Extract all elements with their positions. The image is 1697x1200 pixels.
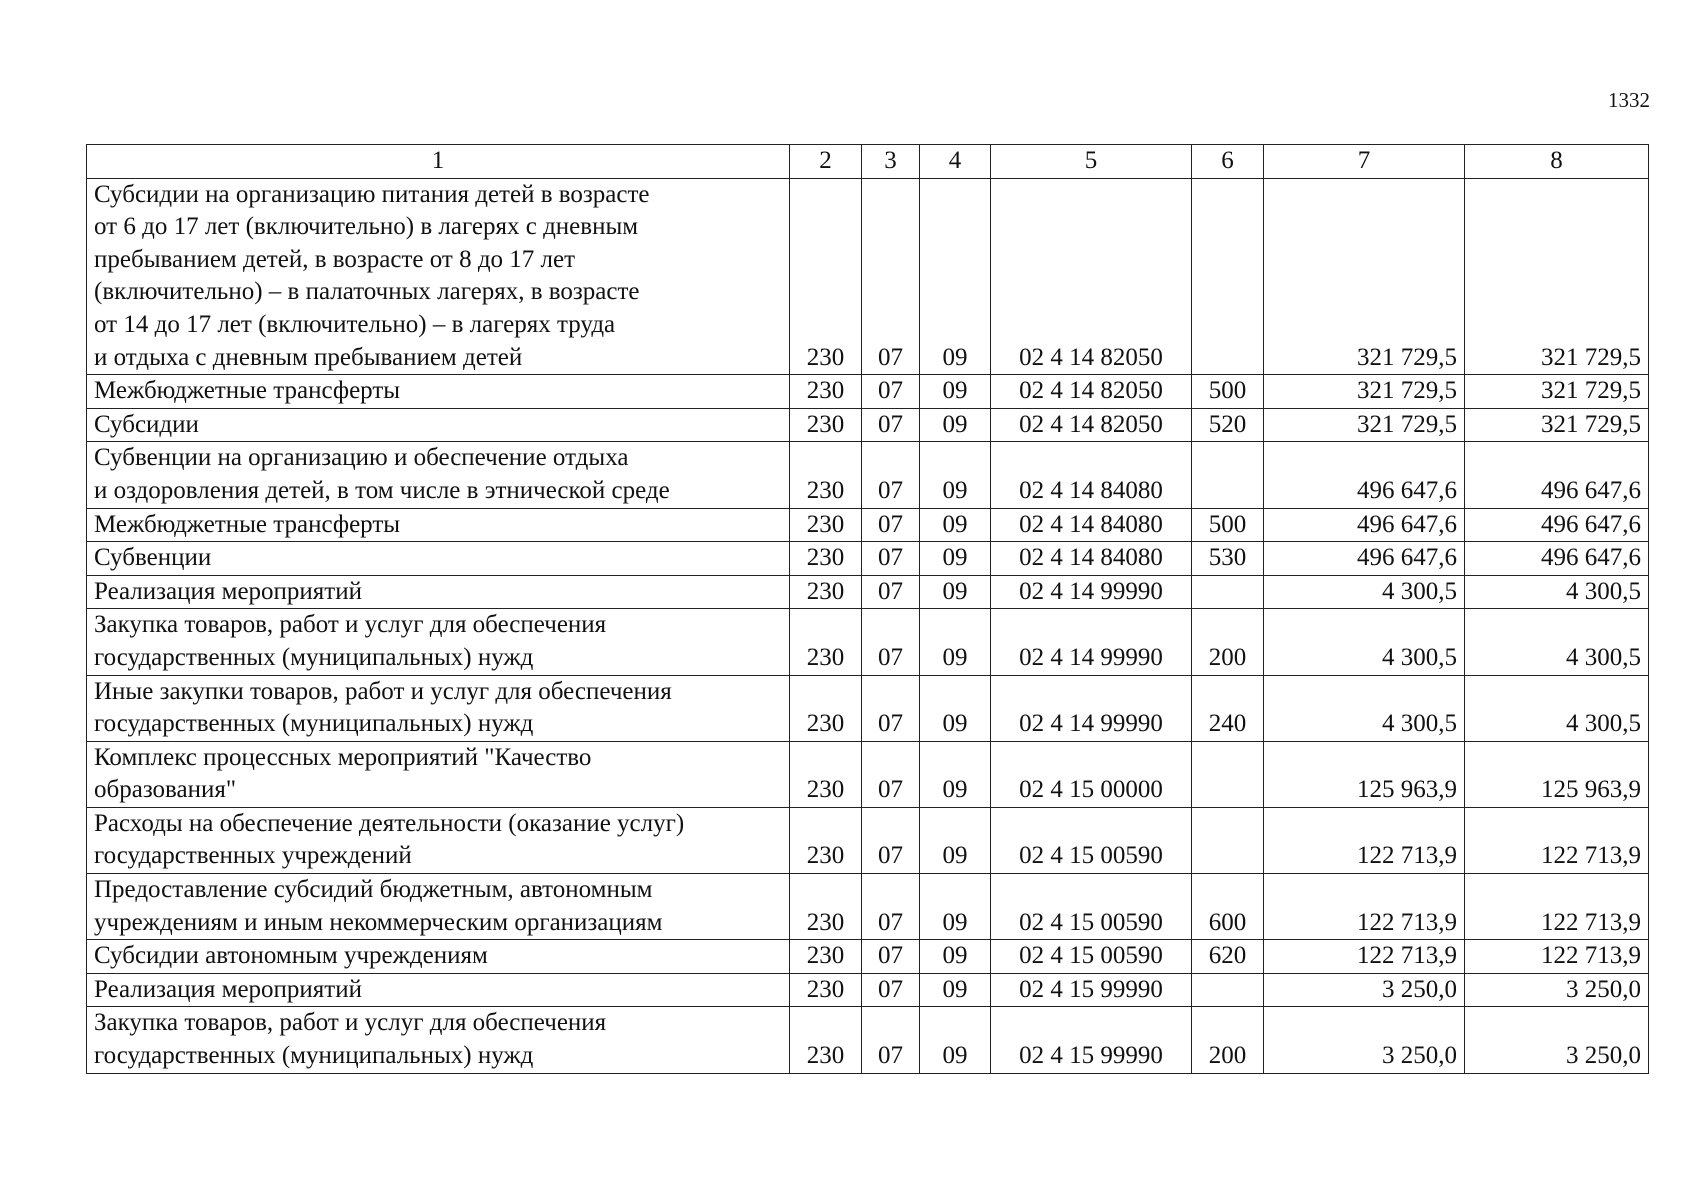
row-name-cell — [87, 807, 790, 873]
section-code-cell: 230 — [790, 178, 862, 375]
chapter-code-cell: 07 — [862, 741, 920, 807]
table-row — [87, 178, 1649, 375]
chapter-code-cell: 07 — [862, 609, 920, 675]
amount-cell: 321 729,5 — [1264, 178, 1465, 375]
chapter-code-cell: 07 — [862, 408, 920, 442]
table-row — [87, 609, 1649, 675]
target-item-code-cell: 02 4 14 82050 — [991, 408, 1192, 442]
subchapter-code-cell: 09 — [920, 375, 991, 409]
amount-cell: 321 729,5 — [1264, 408, 1465, 442]
table-row — [87, 973, 1649, 1007]
row-name-line: образования" — [94, 776, 237, 804]
row-name-cell — [87, 375, 790, 409]
section-code-cell: 230 — [790, 375, 862, 409]
table-row — [87, 741, 1649, 807]
row-name-line: пребыванием детей, в возрасте от 8 до 17 лет — [94, 245, 576, 273]
row-name-line: Предоставление субсидий бюджетным, автономным — [94, 876, 653, 904]
amount-cell: 122 713,9 — [1465, 874, 1649, 940]
chapter-code-cell: 07 — [862, 807, 920, 873]
section-code-cell: 230 — [790, 508, 862, 542]
expense-type-code-cell — [1192, 442, 1264, 508]
target-item-code-cell: 02 4 14 82050 — [991, 178, 1192, 375]
chapter-code-cell: 07 — [862, 973, 920, 1007]
row-name-cell — [87, 741, 790, 807]
budget-table — [86, 144, 1649, 1074]
amount-cell: 496 647,6 — [1264, 508, 1465, 542]
target-item-code-cell: 02 4 15 00590 — [991, 940, 1192, 974]
amount-cell: 4 300,5 — [1465, 575, 1649, 609]
row-name-line: Межбюджетные трансферты — [94, 377, 401, 405]
chapter-code-cell: 07 — [862, 874, 920, 940]
subchapter-code-cell: 09 — [920, 408, 991, 442]
row-name-cell — [87, 940, 790, 974]
row-name-cell — [87, 408, 790, 442]
page-number: 1332 — [1608, 88, 1650, 112]
table-row — [87, 408, 1649, 442]
subchapter-code-cell: 09 — [920, 973, 991, 1007]
table-row — [87, 375, 1649, 409]
subchapter-code-cell: 09 — [920, 940, 991, 974]
row-name-cell — [87, 609, 790, 675]
header-row — [87, 145, 1649, 179]
section-code-cell: 230 — [790, 575, 862, 609]
expense-type-code-cell: 500 — [1192, 375, 1264, 409]
row-name-line: и оздоровления детей, в том числе в этнической среде — [94, 476, 670, 504]
table-row — [87, 675, 1649, 741]
target-item-code-cell: 02 4 14 99990 — [991, 609, 1192, 675]
amount-cell: 496 647,6 — [1465, 442, 1649, 508]
row-name-cell — [87, 1007, 790, 1073]
amount-cell: 3 250,0 — [1264, 973, 1465, 1007]
header-cell: 5 — [991, 145, 1192, 179]
table-row — [87, 1007, 1649, 1073]
target-item-code-cell: 02 4 14 99990 — [991, 575, 1192, 609]
row-name-cell — [87, 675, 790, 741]
amount-cell: 496 647,6 — [1465, 542, 1649, 576]
target-item-code-cell: 02 4 14 84080 — [991, 442, 1192, 508]
row-name-line: государственных (муниципальных) нужд — [94, 643, 534, 671]
amount-cell: 321 729,5 — [1465, 178, 1649, 375]
chapter-code-cell: 07 — [862, 178, 920, 375]
section-code-cell: 230 — [790, 874, 862, 940]
row-name-line: Реализация мероприятий — [94, 577, 362, 605]
amount-cell: 496 647,6 — [1264, 542, 1465, 576]
table-row — [87, 874, 1649, 940]
row-name-line: Реализация мероприятий — [94, 975, 362, 1003]
expense-type-code-cell: 200 — [1192, 609, 1264, 675]
amount-cell: 122 713,9 — [1264, 940, 1465, 974]
subchapter-code-cell: 09 — [920, 575, 991, 609]
amount-cell: 3 250,0 — [1465, 1007, 1649, 1073]
target-item-code-cell: 02 4 15 99990 — [991, 1007, 1192, 1073]
section-code-cell: 230 — [790, 940, 862, 974]
row-name-line: государственных (муниципальных) нужд — [94, 1042, 534, 1070]
expense-type-code-cell: 620 — [1192, 940, 1264, 974]
amount-cell: 125 963,9 — [1264, 741, 1465, 807]
row-name-cell — [87, 874, 790, 940]
subchapter-code-cell: 09 — [920, 741, 991, 807]
amount-cell: 4 300,5 — [1264, 575, 1465, 609]
chapter-code-cell: 07 — [862, 940, 920, 974]
table-row — [87, 940, 1649, 974]
section-code-cell: 230 — [790, 741, 862, 807]
row-name-line: Закупка товаров, работ и услуг для обеспечения — [94, 1009, 607, 1037]
subchapter-code-cell: 09 — [920, 609, 991, 675]
row-name-cell — [87, 542, 790, 576]
amount-cell: 496 647,6 — [1465, 508, 1649, 542]
chapter-code-cell: 07 — [862, 375, 920, 409]
chapter-code-cell: 07 — [862, 442, 920, 508]
amount-cell: 4 300,5 — [1264, 609, 1465, 675]
chapter-code-cell: 07 — [862, 542, 920, 576]
row-name-line: Субсидии автономным учреждениям — [94, 942, 488, 970]
amount-cell: 122 713,9 — [1264, 807, 1465, 873]
section-code-cell: 230 — [790, 442, 862, 508]
header-cell: 2 — [790, 145, 862, 179]
expense-type-code-cell: 600 — [1192, 874, 1264, 940]
amount-cell: 4 300,5 — [1465, 675, 1649, 741]
row-name-line: Комплекс процессных мероприятий "Качество — [94, 743, 592, 771]
section-code-cell: 230 — [790, 408, 862, 442]
amount-cell: 122 713,9 — [1264, 874, 1465, 940]
header-cell: 7 — [1264, 145, 1465, 179]
amount-cell: 122 713,9 — [1465, 940, 1649, 974]
target-item-code-cell: 02 4 15 00590 — [991, 874, 1192, 940]
subchapter-code-cell: 09 — [920, 442, 991, 508]
row-name-cell — [87, 508, 790, 542]
expense-type-code-cell — [1192, 973, 1264, 1007]
row-name-line: Расходы на обеспечение деятельности (оказание услуг) — [94, 809, 685, 837]
expense-type-code-cell — [1192, 178, 1264, 375]
target-item-code-cell: 02 4 14 82050 — [991, 375, 1192, 409]
target-item-code-cell: 02 4 14 84080 — [991, 508, 1192, 542]
subchapter-code-cell: 09 — [920, 178, 991, 375]
row-name-line: государственных (муниципальных) нужд — [94, 710, 534, 738]
expense-type-code-cell: 520 — [1192, 408, 1264, 442]
chapter-code-cell: 07 — [862, 508, 920, 542]
row-name-line: от 6 до 17 лет (включительно) в лагерях с дневным — [94, 213, 639, 241]
amount-cell: 3 250,0 — [1465, 973, 1649, 1007]
row-name-line: (включительно) – в палаточных лагерях, в возрасте — [94, 278, 640, 306]
expense-type-code-cell: 530 — [1192, 542, 1264, 576]
amount-cell: 3 250,0 — [1264, 1007, 1465, 1073]
table-row — [87, 542, 1649, 576]
row-name-line: Субсидии на организацию питания детей в возрасте — [94, 180, 650, 208]
amount-cell: 321 729,5 — [1264, 375, 1465, 409]
row-name-line: Субвенции на организацию и обеспечение отдыха — [94, 444, 629, 472]
amount-cell: 321 729,5 — [1465, 408, 1649, 442]
expense-type-code-cell: 240 — [1192, 675, 1264, 741]
section-code-cell: 230 — [790, 807, 862, 873]
section-code-cell: 230 — [790, 609, 862, 675]
amount-cell: 122 713,9 — [1465, 807, 1649, 873]
amount-cell: 125 963,9 — [1465, 741, 1649, 807]
subchapter-code-cell: 09 — [920, 675, 991, 741]
chapter-code-cell: 07 — [862, 575, 920, 609]
row-name-line: от 14 до 17 лет (включительно) – в лагерях труда — [94, 310, 616, 338]
table-row — [87, 442, 1649, 508]
expense-type-code-cell: 500 — [1192, 508, 1264, 542]
header-cell: 8 — [1465, 145, 1649, 179]
amount-cell: 4 300,5 — [1264, 675, 1465, 741]
subchapter-code-cell: 09 — [920, 807, 991, 873]
row-name-line: Субсидии — [94, 410, 199, 438]
subchapter-code-cell: 09 — [920, 542, 991, 576]
target-item-code-cell: 02 4 14 99990 — [991, 675, 1192, 741]
expense-type-code-cell — [1192, 575, 1264, 609]
amount-cell: 496 647,6 — [1264, 442, 1465, 508]
subchapter-code-cell: 09 — [920, 508, 991, 542]
target-item-code-cell: 02 4 15 00000 — [991, 741, 1192, 807]
row-name-line: учреждениям и иным некоммерческим организациям — [94, 908, 663, 936]
amount-cell: 321 729,5 — [1465, 375, 1649, 409]
row-name-cell — [87, 442, 790, 508]
target-item-code-cell: 02 4 14 84080 — [991, 542, 1192, 576]
row-name-line: государственных учреждений — [94, 842, 412, 870]
row-name-line: Закупка товаров, работ и услуг для обеспечения — [94, 611, 607, 639]
row-name-line: Межбюджетные трансферты — [94, 510, 401, 538]
header-cell: 1 — [87, 145, 790, 179]
amount-cell: 4 300,5 — [1465, 609, 1649, 675]
row-name-cell — [87, 178, 790, 375]
expense-type-code-cell — [1192, 807, 1264, 873]
section-code-cell: 230 — [790, 973, 862, 1007]
header-cell: 4 — [920, 145, 991, 179]
row-name-cell — [87, 973, 790, 1007]
expense-type-code-cell: 200 — [1192, 1007, 1264, 1073]
expense-type-code-cell — [1192, 741, 1264, 807]
table-row — [87, 575, 1649, 609]
section-code-cell: 230 — [790, 542, 862, 576]
header-cell: 3 — [862, 145, 920, 179]
header-cell: 6 — [1192, 145, 1264, 179]
chapter-code-cell: 07 — [862, 675, 920, 741]
row-name-line: Субвенции — [94, 544, 212, 572]
row-name-line: Иные закупки товаров, работ и услуг для обеспечения — [94, 677, 672, 705]
target-item-code-cell: 02 4 15 00590 — [991, 807, 1192, 873]
subchapter-code-cell: 09 — [920, 1007, 991, 1073]
table-row — [87, 508, 1649, 542]
row-name-line: и отдыха с дневным пребыванием детей — [94, 343, 523, 371]
section-code-cell: 230 — [790, 1007, 862, 1073]
row-name-cell — [87, 575, 790, 609]
subchapter-code-cell: 09 — [920, 874, 991, 940]
chapter-code-cell: 07 — [862, 1007, 920, 1073]
section-code-cell: 230 — [790, 675, 862, 741]
target-item-code-cell: 02 4 15 99990 — [991, 973, 1192, 1007]
table-row — [87, 807, 1649, 873]
